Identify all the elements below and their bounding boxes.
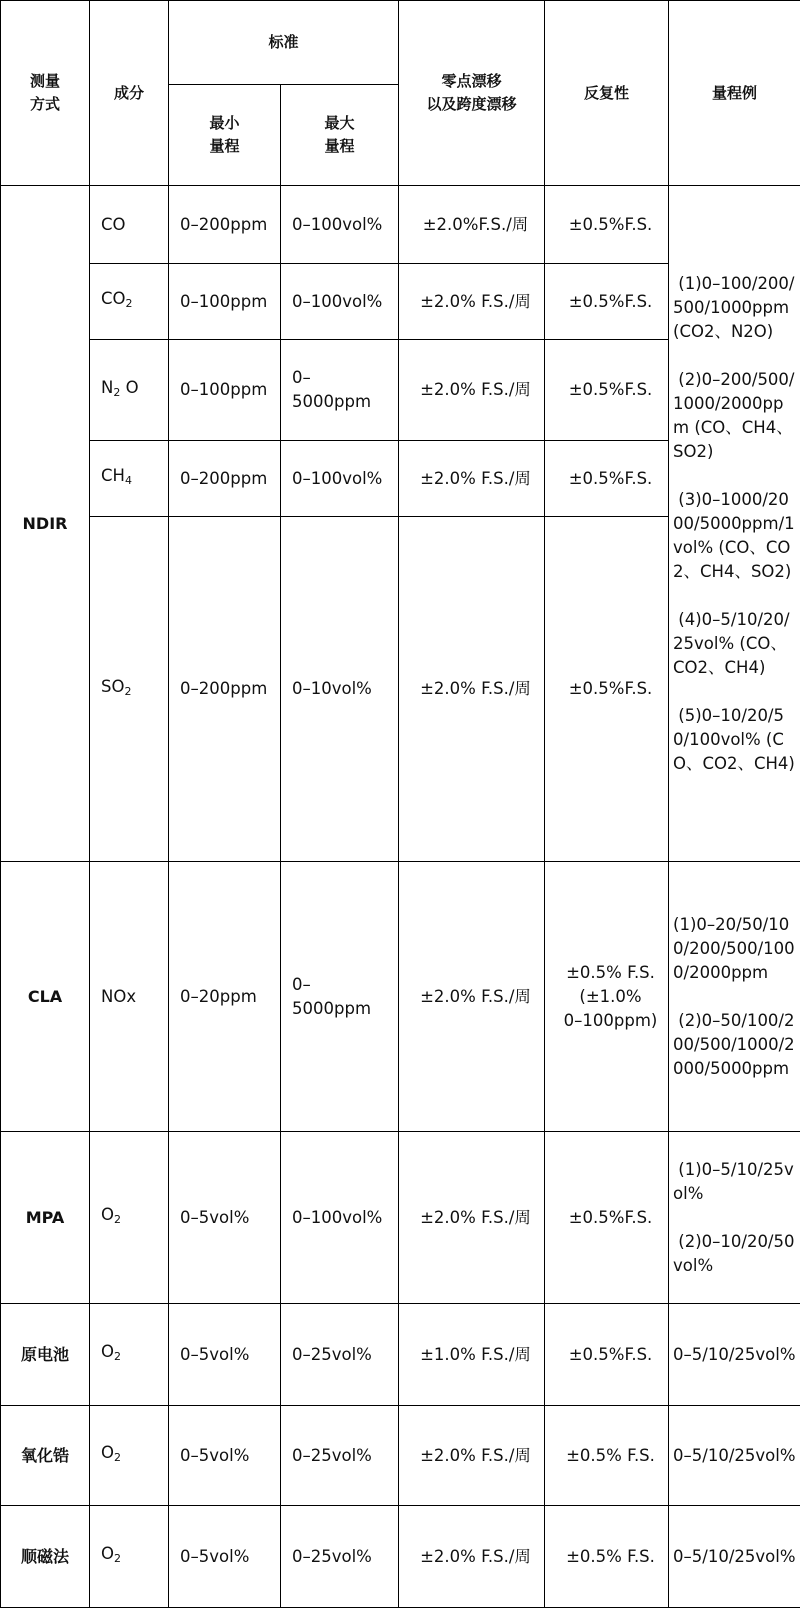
drift-cell: ±1.0% F.S./周 xyxy=(399,1304,545,1406)
table-row xyxy=(1,186,800,264)
max-range-cell: 0–10vol% xyxy=(281,517,399,862)
method-cell: CLA xyxy=(1,862,90,1132)
range-example-cell xyxy=(669,1406,800,1506)
max-range-cell: 0–100vol% xyxy=(281,1132,399,1304)
range-example: 0–5/10/25vol% xyxy=(673,1546,796,1566)
min-range-cell: 0–5vol% xyxy=(169,1406,281,1506)
max-range-cell: 0–25vol% xyxy=(281,1406,399,1506)
example-gap xyxy=(673,464,798,488)
component-cell: CO xyxy=(90,186,169,264)
drift-cell: ±2.0%F.S./周 xyxy=(399,186,545,264)
header-method: 测量 方式 xyxy=(1,1,90,186)
component-cell: $O_2$ xyxy=(90,1406,169,1506)
header-drift: 零点漂移 以及跨度漂移 xyxy=(399,1,545,186)
example-gap xyxy=(673,344,798,368)
header-component: 成分 xyxy=(90,1,169,186)
range-example: (1)0–20/50/100/200/500/1000/2000ppm xyxy=(673,914,795,982)
example-gap xyxy=(673,584,798,608)
method-cell: NDIR xyxy=(1,186,90,862)
min-range-cell: 0–20ppm xyxy=(169,862,281,1132)
method-cell: 顺磁法 xyxy=(1,1506,90,1608)
range-example: 0–5/10/25vol% xyxy=(673,1445,796,1465)
min-range-cell: 0–100ppm xyxy=(169,264,281,340)
header-max-range: 最大 量程 xyxy=(281,85,399,186)
range-example-cell xyxy=(669,1132,800,1304)
component-cell: $O_2$ xyxy=(90,1132,169,1304)
max-range-cell: 0–25vol% xyxy=(281,1304,399,1406)
table-row xyxy=(1,1406,800,1506)
repeatability-cell: ±0.5% F.S. xyxy=(545,1506,669,1608)
drift-cell: ±2.0% F.S./周 xyxy=(399,1406,545,1506)
repeatability-cell: ±0.5% F.S. (±1.0% 0–100ppm) xyxy=(545,862,669,1132)
drift-cell: ±2.0% F.S./周 xyxy=(399,862,545,1132)
max-range-cell: 0– 5000ppm xyxy=(281,340,399,441)
range-example: (2)0–50/100/200/500/1000/2000/5000ppm xyxy=(673,1010,795,1078)
range-example: (4)0–5/10/20/25vol% (CO、CO2、CH4) xyxy=(673,609,790,677)
range-example: (2)0–200/500/1000/2000ppm (CO、CH4、SO2) xyxy=(673,369,795,461)
table-row xyxy=(1,1304,800,1406)
repeatability-cell: ±0.5%F.S. xyxy=(545,264,669,340)
component-cell: $CH_4$ xyxy=(90,441,169,517)
range-example-cell xyxy=(669,862,800,1132)
table-row xyxy=(1,1506,800,1608)
repeatability-cell: ±0.5%F.S. xyxy=(545,1132,669,1304)
method-cell: 氧化锆 xyxy=(1,1406,90,1506)
component-cell: $O_2$ xyxy=(90,1506,169,1608)
drift-cell: ±2.0% F.S./周 xyxy=(399,441,545,517)
max-range-cell: 0–25vol% xyxy=(281,1506,399,1608)
method-cell: MPA xyxy=(1,1132,90,1304)
table-row xyxy=(1,862,800,1132)
repeatability-cell: ±0.5%F.S. xyxy=(545,186,669,264)
header-repeatability: 反复性 xyxy=(545,1,669,186)
repeatability-cell: ±0.5%F.S. xyxy=(545,441,669,517)
max-range-cell: 0–100vol% xyxy=(281,441,399,517)
min-range-cell: 0–5vol% xyxy=(169,1304,281,1406)
range-example: 0–5/10/25vol% xyxy=(673,1344,796,1364)
drift-cell: ±2.0% F.S./周 xyxy=(399,1506,545,1608)
component-cell: NOx xyxy=(90,862,169,1132)
drift-cell: ±2.0% F.S./周 xyxy=(399,264,545,340)
min-range-cell: 0–100ppm xyxy=(169,340,281,441)
header-range-examples: 量程例 xyxy=(669,1,800,186)
range-example: (1)0–5/10/25vol% xyxy=(673,1159,794,1203)
min-range-cell: 0–200ppm xyxy=(169,441,281,517)
min-range-cell: 0–5vol% xyxy=(169,1132,281,1304)
component-cell: $CO_2$ xyxy=(90,264,169,340)
range-example-cell xyxy=(669,1304,800,1406)
drift-cell: ±2.0% F.S./周 xyxy=(399,1132,545,1304)
component-cell: $O_2$ xyxy=(90,1304,169,1406)
header-min-range: 最小 量程 xyxy=(169,85,281,186)
table-row xyxy=(1,1132,800,1304)
repeatability-cell: ±0.5% F.S. xyxy=(545,1406,669,1506)
component-cell: $N_2$ O xyxy=(90,340,169,441)
repeatability-cell: ±0.5%F.S. xyxy=(545,517,669,862)
drift-cell: ±2.0% F.S./周 xyxy=(399,340,545,441)
example-gap xyxy=(673,1206,798,1230)
header-standard: 标准 xyxy=(169,1,399,85)
max-range-cell: 0–100vol% xyxy=(281,264,399,340)
drift-cell: ±2.0% F.S./周 xyxy=(399,517,545,862)
min-range-cell: 0–200ppm xyxy=(169,186,281,264)
repeatability-cell: ±0.5%F.S. xyxy=(545,1304,669,1406)
range-example: (3)0–1000/2000/5000ppm/1vol% (CO、CO2、CH4、SO2) xyxy=(673,489,795,581)
max-range-cell: 0–100vol% xyxy=(281,186,399,264)
method-cell: 原电池 xyxy=(1,1304,90,1406)
example-gap xyxy=(673,680,798,704)
example-gap xyxy=(673,985,798,1009)
range-example-cell xyxy=(669,186,800,862)
repeatability-cell: ±0.5%F.S. xyxy=(545,340,669,441)
max-range-cell: 0– 5000ppm xyxy=(281,862,399,1132)
range-example: (5)0–10/20/50/100vol% (CO、CO2、CH4) xyxy=(673,705,795,773)
component-cell: $SO_2$ xyxy=(90,517,169,862)
range-example: (2)0–10/20/50vol% xyxy=(673,1231,795,1275)
range-example-cell xyxy=(669,1506,800,1608)
range-example: (1)0–100/200/500/1000ppm(CO2、N2O) xyxy=(673,273,795,341)
min-range-cell: 0–200ppm xyxy=(169,517,281,862)
min-range-cell: 0–5vol% xyxy=(169,1506,281,1608)
